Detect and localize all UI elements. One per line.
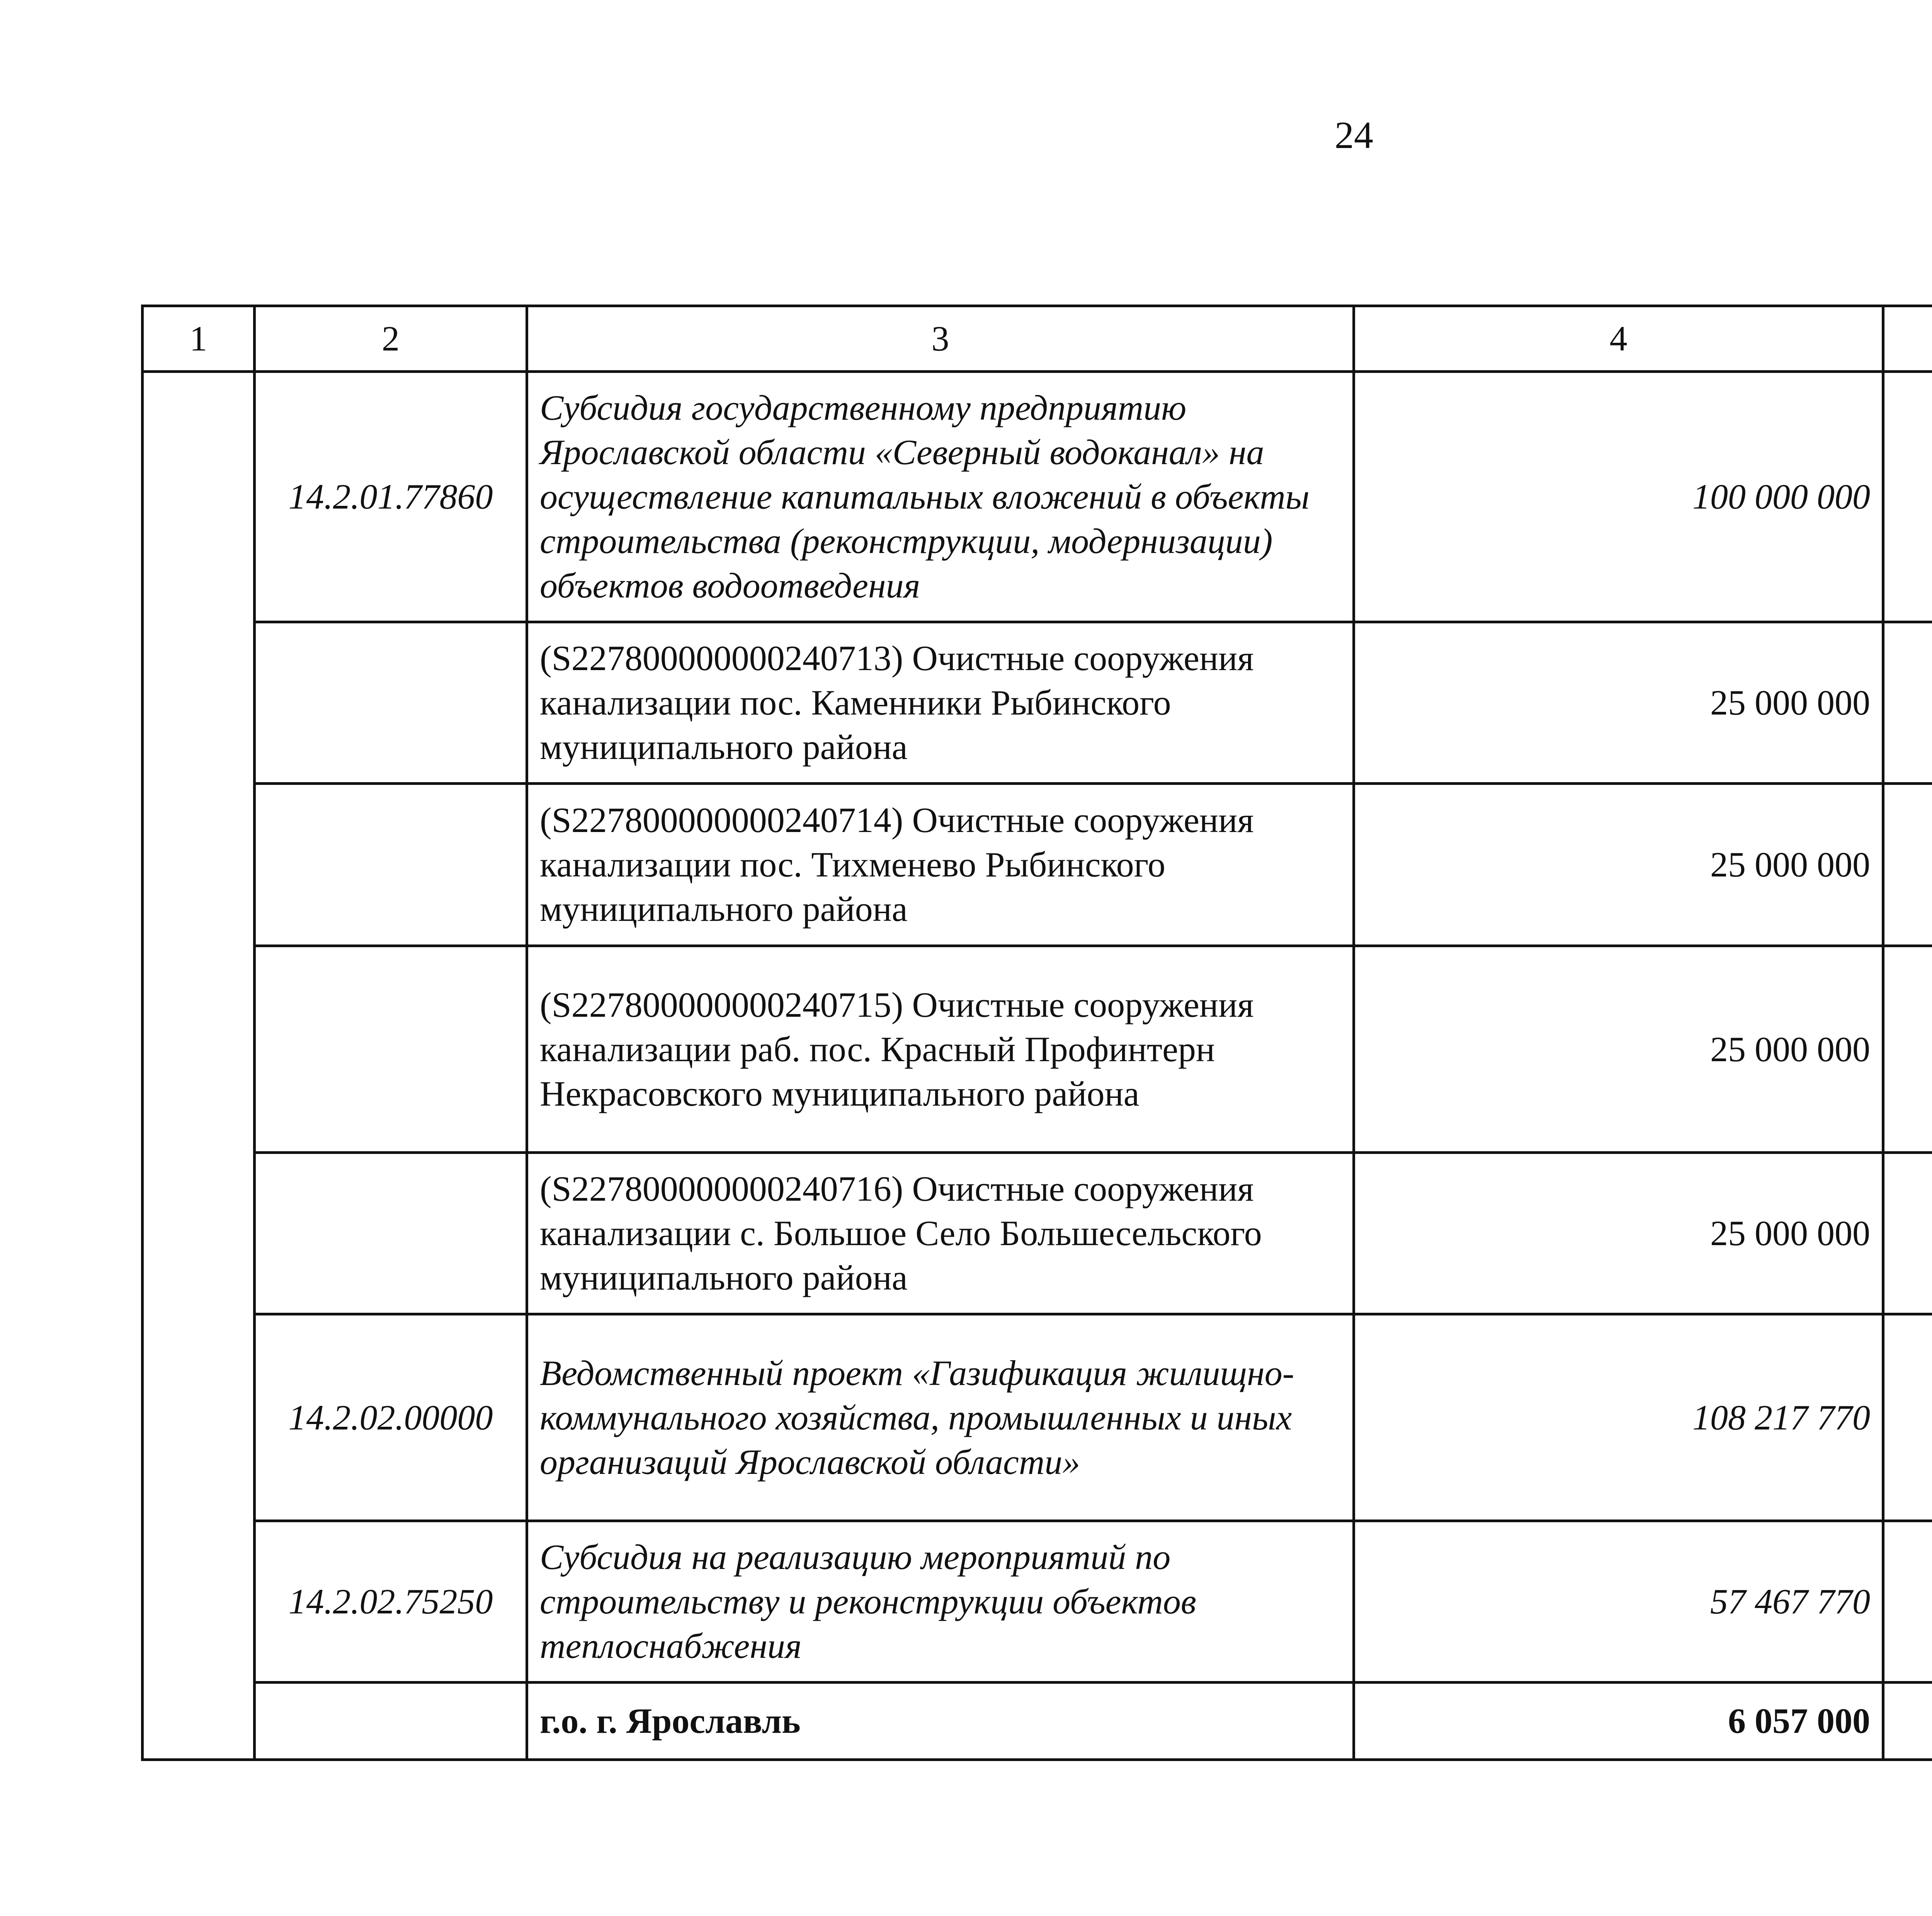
row-description: (S227800000000240713) Очистные сооружения канализации пос. Каменники Рыбинского муниципального района <box>527 622 1354 784</box>
budget-table <box>141 305 1932 1761</box>
row-col5 <box>1883 1153 1932 1314</box>
header-cell: 4 <box>1354 306 1883 372</box>
table-row <box>143 622 1932 784</box>
row-code <box>255 622 527 784</box>
row-code <box>255 946 527 1153</box>
header-cell: 2 <box>255 306 527 372</box>
table-row <box>143 372 1932 622</box>
row-col5 <box>1883 1314 1932 1521</box>
row-code: 14.2.01.77860 <box>255 372 527 622</box>
row-description: Ведомственный проект «Газификация жилищно-коммунального хозяйства, промышленных и иных организаций Ярославской области» <box>527 1314 1354 1521</box>
row-col4: 6 057 000 <box>1354 1683 1883 1760</box>
row-code <box>255 1683 527 1760</box>
row-col4: 25 000 000 <box>1354 622 1883 784</box>
header-cell: 3 <box>527 306 1354 372</box>
row-col4: 25 000 000 <box>1354 946 1883 1153</box>
row-code: 14.2.02.00000 <box>255 1314 527 1521</box>
merged-col1-cell <box>143 372 255 1760</box>
row-description: (S227800000000240714) Очистные сооружения канализации пос. Тихменево Рыбинского муниципального района <box>527 784 1354 946</box>
table-row <box>143 1153 1932 1314</box>
header-row <box>143 306 1932 372</box>
row-col5 <box>1883 784 1932 946</box>
row-code: 14.2.02.75250 <box>255 1521 527 1683</box>
row-description: (S227800000000240716) Очистные сооружения канализации с. Большое Село Большесельского муниципального района <box>527 1153 1354 1314</box>
row-col5 <box>1883 1683 1932 1760</box>
row-col5 <box>1883 1521 1932 1683</box>
row-code <box>255 784 527 946</box>
row-col4: 108 217 770 <box>1354 1314 1883 1521</box>
row-code <box>255 1153 527 1314</box>
header-cell: 1 <box>143 306 255 372</box>
row-col4: 100 000 000 <box>1354 372 1883 622</box>
table-row <box>143 946 1932 1153</box>
row-col5 <box>1883 372 1932 622</box>
row-col4: 25 000 000 <box>1354 1153 1883 1314</box>
row-col4: 25 000 000 <box>1354 784 1883 946</box>
row-col5 <box>1883 622 1932 784</box>
table-row <box>143 1314 1932 1521</box>
row-description: (S227800000000240715) Очистные сооружения канализации раб. пос. Красный Профинтерн Некрасовского муниципального района <box>527 946 1354 1153</box>
row-col5 <box>1883 946 1932 1153</box>
row-description: Субсидия на реализацию мероприятий по строительству и реконструкции объектов теплоснабжения <box>527 1521 1354 1683</box>
header-cell <box>1883 306 1932 372</box>
row-description: Субсидия государственному предприятию Ярославской области «Северный водоканал» на осуществление капитальных вложений в объекты строительства (реконструкции, модернизации) объектов водоотведения <box>527 372 1354 622</box>
row-description: г.о. г. Ярославль <box>527 1683 1354 1760</box>
row-col4: 57 467 770 <box>1354 1521 1883 1683</box>
page-number: 24 <box>1335 114 1373 157</box>
table-row <box>143 1521 1932 1683</box>
table-row <box>143 784 1932 946</box>
total-row <box>143 1683 1932 1760</box>
